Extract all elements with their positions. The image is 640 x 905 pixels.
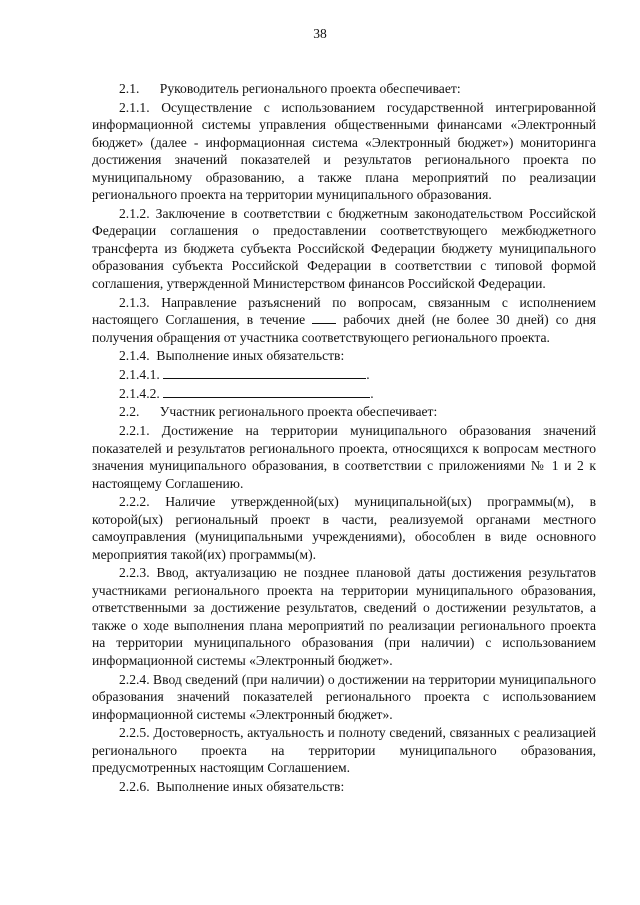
paragraph-2-1-4-1: 2.1.4.1. . [119, 366, 370, 382]
paragraph-2-2-3: 2.2.3. Ввод, актуализацию не позднее плановой даты достижения результатов участниками регионального проекта на территории муниципального образования, ответственными за достижение результатов, сведений о достижении результатов, а также о ходе выполнения плана мероприятий по реализации регионального проекта на территории муниципального образования (при наличии) с использованием информационной системы «Электронный бюджет». [92, 565, 596, 668]
document-body [92, 80, 596, 797]
page-number: 38 [313, 26, 327, 41]
paragraph-2-1: 2.1. Руководитель регионального проекта обеспечивает: [119, 81, 461, 96]
paragraph-2-2-4: 2.2.4. Ввод сведений (при наличии) о достижении на территории муниципального образования значений показателей регионального проекта с использованием информационной системы «Электронный бюджет». [92, 671, 596, 722]
paragraph-2-1-4: 2.1.4. Выполнение иных обязательств: [119, 348, 345, 364]
paragraph-2-1-2: 2.1.2. Заключение в соответствии с бюджетным законодательством Российской Федерации соглашения о предоставлении соответствующего межбюджетного трансферта из бюджета субъекта Российской Федерации бюджету муниципального образования субъекта Российской Федерации в соответствии с типовой формой соглашения, утвержденной Министерством финансов Российской Федерации. [92, 205, 596, 291]
paragraph-2-1-4-1-number: 2.1.4.1. [119, 366, 164, 382]
days-blank-line [312, 311, 336, 324]
obligation-blank-line [163, 366, 366, 379]
obligation-blank-line [163, 385, 370, 398]
paragraph-2-1-1: 2.1.1. Осуществление с использованием государственной интегрированной информационной системы управления общественными финансами «Электронный бюджет» (далее - информационная система «Электронный бюджет») мониторинга достижения значений показателей и результатов регионального проекта по муниципальному образованию, а также плана мероприятий по реализации регионального проекта на территории муниципального образования. [92, 99, 596, 203]
paragraph-2-1-4-2: 2.1.4.2. . [119, 385, 374, 401]
paragraph-2-1-3 [92, 294, 596, 347]
paragraph-2-1-4-2-number: 2.1.4.2. [119, 385, 164, 401]
paragraph-2-2-6: 2.2.6. Выполнение иных обязательств: [119, 778, 345, 794]
paragraph-2-2-1: 2.2.1. Достижение на территории муниципального образования значений показателей и результатов регионального проекта, относящихся к вопросам местного значения муниципального образования, в соответствии с приложениями № 1 и 2 к настоящему Соглашению. [92, 423, 596, 491]
paragraph-2-2-5: 2.2.5. Достоверность, актуальность и полноту сведений, связанных с реализацией регионального проекта на территории муниципального образования, предусмотренных настоящим Соглашением. [92, 725, 596, 776]
paragraph-2-2: 2.2. Участник регионального проекта обеспечивает: [119, 404, 438, 420]
paragraph-2-1-3-start: 2.1.3. Направление разъяснений по вопросам, связанным с исполнением настоящего Соглашения, в течение [92, 294, 596, 328]
paragraph-2-1-3-end: рабочих дней (не более 30 дней) со дня получения обращения от участника соответствующего регионального проекта. [92, 312, 596, 345]
paragraph-2-2-2: 2.2.2. Наличие утвержденной(ых) муниципальной(ых) программы(м), в которой(ых) региональный проект в части, реализуемой органами местного самоуправления (муниципальными учреждениями), обособлен в виде основного мероприятия такой(их) программы(м). [92, 494, 596, 562]
